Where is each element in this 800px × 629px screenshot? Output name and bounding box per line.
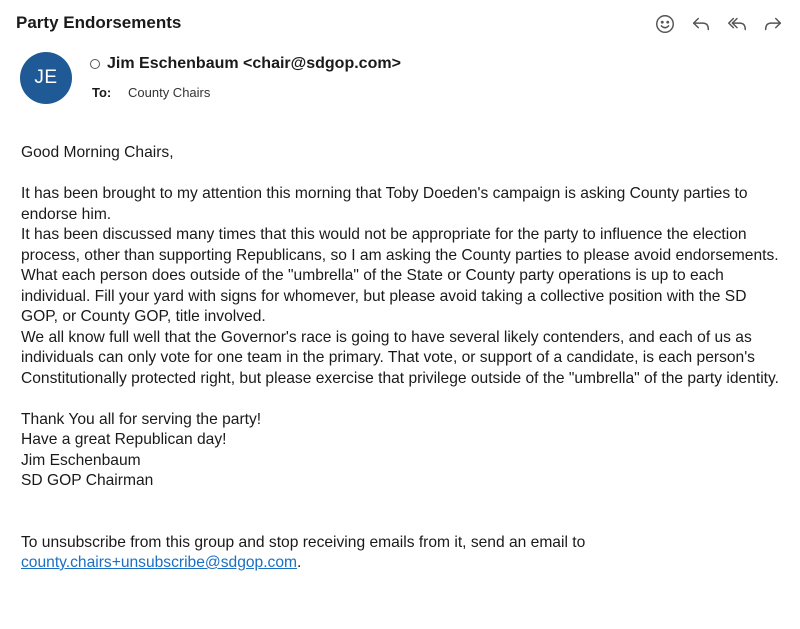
thanks-line: Thank You all for serving the party!	[21, 410, 262, 428]
message-actions	[652, 12, 786, 36]
paragraph: It has been discussed many times that this would not be appropriate for the party to influence the election process, other than supporting Republicans, so I am asking the County parties to please avoid endorsements.	[21, 226, 779, 264]
sender-line	[90, 55, 401, 73]
paragraph: We all know full well that the Governor's race is going to have several likely contenders, and each of us as individuals can only vote for one team in the primary. That vote, or support of a candidate, is each person's Constitutionally protected right, but please exercise that privilege outside of the "umbrella" of the party identity.	[21, 328, 779, 387]
sender-avatar: JE	[20, 52, 72, 104]
reply-all-icon	[726, 13, 748, 35]
unsubscribe-link[interactable]: county.chairs+unsubscribe@sdgop.com	[21, 554, 298, 571]
forward-icon	[762, 13, 784, 35]
recipients-line	[92, 85, 210, 100]
unsubscribe-period: .	[297, 554, 302, 571]
forward-button[interactable]	[760, 12, 786, 36]
to-label: To:	[92, 85, 112, 100]
reply-button[interactable]	[688, 12, 714, 36]
emoji-icon	[654, 13, 676, 35]
paragraph: What each person does outside of the "umbrella" of the State or County party operations is up to each individual. Fill your yard with signs for whomever, but please avoid taking a collective position with the SD GOP, or County GOP, title involved.	[21, 267, 747, 325]
email-subject: Party Endorsements	[16, 13, 182, 32]
reply-all-button[interactable]	[724, 12, 750, 36]
unsubscribe-text: To unsubscribe from this group and stop receiving emails from it, send an email to	[21, 533, 586, 551]
unsubscribe-notice	[21, 533, 781, 574]
reply-icon	[690, 13, 712, 35]
greeting: Good Morning Chairs,	[21, 144, 174, 161]
paragraph: It has been brought to my attention this morning that Toby Doeden's campaign is asking County parties to endorse him.	[21, 185, 748, 223]
email-body	[21, 143, 781, 574]
closing-line: Have a great Republican day!	[21, 431, 227, 448]
presence-status-icon	[90, 59, 100, 69]
emoji-reaction-button[interactable]	[652, 12, 678, 36]
recipient-name[interactable]: County Chairs	[128, 85, 211, 100]
sender-name[interactable]: Jim Eschenbaum <chair@sdgop.com>	[107, 55, 401, 72]
signature-name: Jim Eschenbaum	[21, 451, 141, 469]
signature-title: SD GOP Chairman	[21, 472, 154, 489]
